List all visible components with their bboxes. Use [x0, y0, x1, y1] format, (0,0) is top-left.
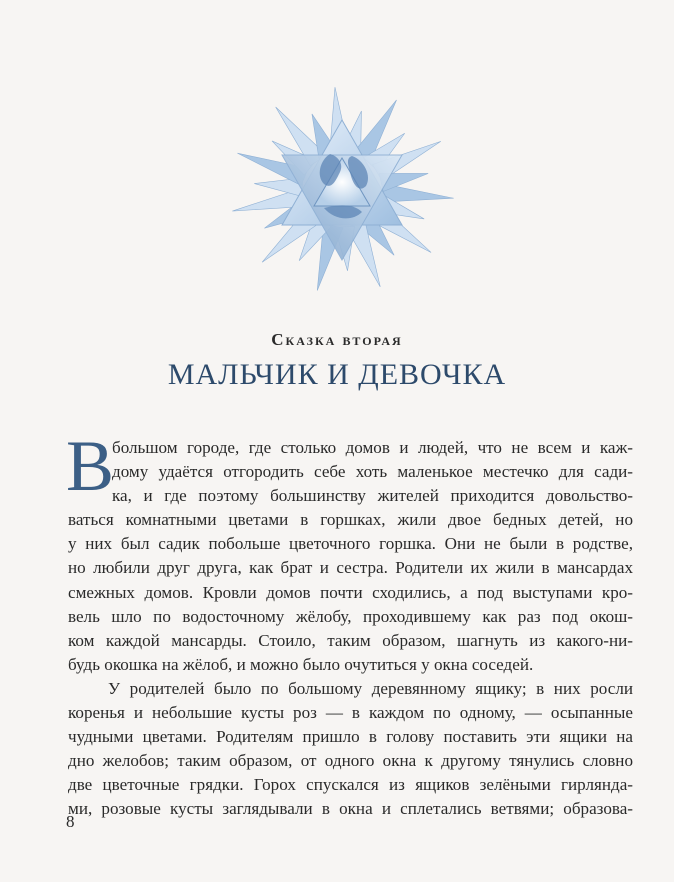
- text-line: чудными цветами. Родителям пришло в голову поставить эти ящики на: [68, 727, 633, 747]
- story-text: [66, 426, 633, 822]
- text-line: дому удаётся отгородить себе хоть маленькое местечко для сади-: [112, 462, 633, 482]
- text-line: но любили друг друга, как брат и сестра. Родители их жили в мансардах: [68, 558, 633, 578]
- text-line: две цветочные грядки. Горох спускался из ящиков зелёными гирлянда-: [68, 775, 633, 795]
- text-line: у них был садик побольше цветочного горшка. Они не были в родстве,: [68, 534, 633, 554]
- page-number: 8: [66, 812, 75, 831]
- text-line: ком каждой мансарды. Стоило, таким образом, шагнуть из какого-ни-: [68, 630, 633, 650]
- text-line: вель шло по водосточному жёлобу, проходившему как раз под окош-: [68, 606, 633, 626]
- text-line: У родителей было по большому деревянному ящику; в них росли: [108, 678, 633, 698]
- text-line: большом городе, где столько домов и людей, что не всем и каж-: [112, 438, 633, 457]
- drop-cap: В: [66, 426, 115, 506]
- text-line: ка, и где поэтому большинству жителей приходится довольство-: [112, 486, 633, 506]
- text-line: коренья и небольшие кусты роз — в каждом по одному, — осыпанные: [68, 703, 633, 723]
- snowflake-star-illustration: [215, 78, 470, 303]
- chapter-title: МАЛЬЧИК И ДЕВОЧКА: [167, 358, 507, 391]
- chapter-subtitle: Сказка вторая: [271, 330, 403, 349]
- text-line: дно желобов; таким образом, от одного окна к другому тянулись словно: [68, 751, 633, 771]
- text-line: будь окошка на жёлоб, и можно было очутиться у окна соседей.: [68, 654, 534, 674]
- text-line: ваться комнатными цветами в горшках, жили двое бедных детей, но: [68, 510, 633, 530]
- text-line: ми, розовые кусты заглядывали в окна и сплетались ветвями; образова-: [68, 799, 633, 819]
- text-line: смежных домов. Кровли домов почти сходились, а под выступами кро-: [68, 582, 633, 602]
